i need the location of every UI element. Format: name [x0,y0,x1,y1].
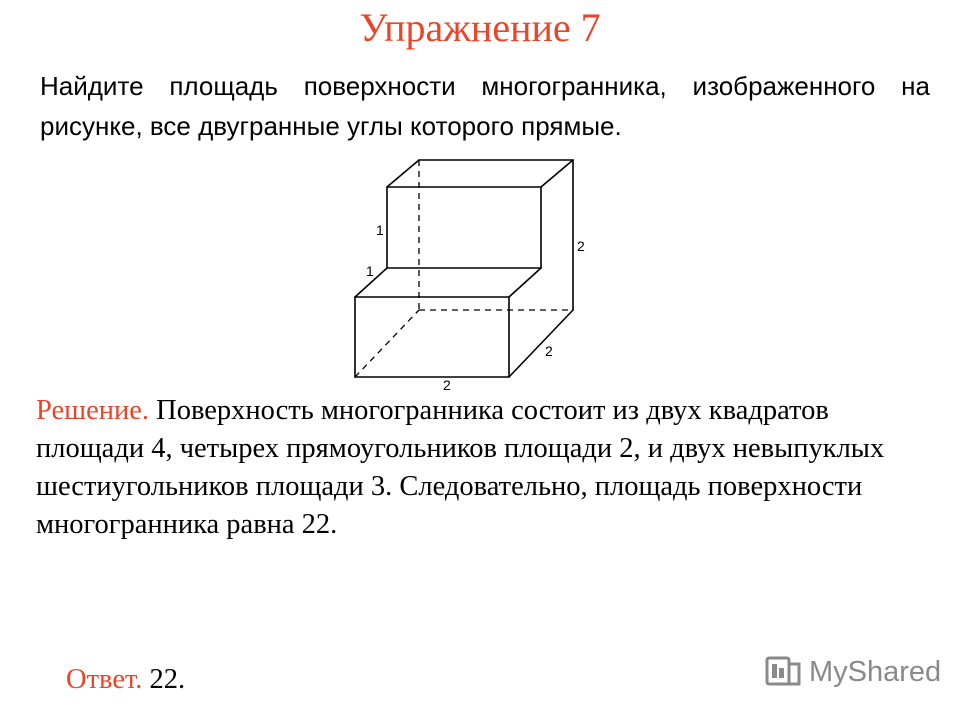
slide-title: Упражнение 7 [359,5,601,50]
label-total-height: 2 [577,238,585,254]
edge-upper-top-left [387,160,419,187]
watermark-text: MyShared [809,655,942,688]
hidden-edge-bottom-left [355,310,419,377]
edge-step-right [509,268,541,297]
answer-label: Ответ. [66,664,143,695]
label-step-depth: 1 [366,263,374,279]
solution-label: Решение. [36,395,149,426]
edge-upper-top-right [541,160,573,187]
myshared-logo-icon [765,654,803,690]
edge-lower-bottom-right [509,310,573,377]
label-width: 2 [443,377,451,390]
solution-paragraph [36,392,936,544]
label-upper-height: 1 [376,222,384,238]
polyhedron-figure [330,150,600,390]
watermark [765,654,941,690]
label-depth: 2 [545,343,553,359]
solution-text: Поверхность многогранника состоит из двух квадратов площади 4, четырех прямоугольников площади 2, и двух невыпуклых шестиугольников площади 3. Следовательно, площадь поверхности многогранника равна 22. [36,395,885,540]
answer-line [66,664,185,696]
answer-value: 22. [142,664,186,695]
problem-statement: Найдите площадь поверхности многогранника, изображенного на рисунке, все двугранные углы которого прямые. [40,71,930,141]
